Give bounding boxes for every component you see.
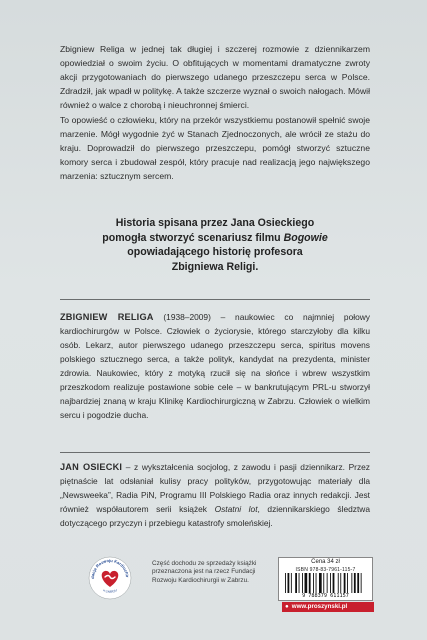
bio-religa-text: – naukowiec co najmniej połowy kardiochirurgów w Polsce. Człowiek o życiorysie, którego starczyłoby dla kilku osób. Lekarz, autor pierwszego udanego przeszczepu serca, spiritus movens polskiego sztucznego serca, a także polityk, kandydat na prezydenta, minister zdrowia. Naukowiec, który z motyką rzucił się na słońce i wbrew wszystkim przeszkodom realizuje postawione sobie cele – w bankrutującym PRL-u stworzył najbardziej znaną w kraju Klinikę Kardiochirurgiczną w Zabrzu. Człowiek o wielkim sercu i pogodzie ducha. <box>60 312 370 420</box>
divider-middle <box>60 452 370 453</box>
blurb-paragraph-2: To opowieść o człowieku, który na przekór wszystkiemu postanowił spełnić swoje marzenie. Mógł wygodnie żyć w Stanach Zjednoczonych, ale wrócił ze stażu do kraju. Doprowadził do pierwszego przeszczepu, pomógł stworzyć sztuczne komory serca i zbudował zespół, który pracuje nad realizacją jego największego marzenia: sztucznym sercem. <box>60 115 370 181</box>
barcode-icon <box>284 573 367 593</box>
tagline-line-3: opowiadającego historię profesora <box>127 246 303 258</box>
publisher-url-bar[interactable] <box>282 602 374 612</box>
isbn-label: ISBN 978-83-7961-115-7 <box>295 567 356 573</box>
blurb-text <box>60 42 370 184</box>
bullet-icon: ● <box>285 603 289 610</box>
foundation-logo-icon <box>88 556 132 600</box>
tagline <box>60 216 370 274</box>
tagline-line-2 <box>60 231 370 246</box>
bio-osiecki-text-1: – z wykształcenia socjolog, z zawodu i pasji dziennikarz. Przez piętnaście lat odsłaniał kulisy pracy polityków, przygotowując materiały dla „Newsweeka”, Radia PiN, Programu III Polskiego Radia oraz innych redakcji. Jest również współautorem serii książek <box>60 462 370 514</box>
series-title: Ostatni lot <box>214 504 258 514</box>
publisher-url[interactable]: www.proszynski.pl <box>291 603 348 610</box>
blurb-paragraph-1: Zbigniew Religa w jednej tak długiej i szczerej rozmowie z dziennikarzem opowiedział o swoim życiu. O obfitujących w momentami dramatyczne zwroty akcji przygotowaniach do pierwszego udanego przeszczepu serca w Polsce. Zdradził, jak wpadł w politykę. A także szczerze wyznał o swoich nałogach. Mówił również o walce z chorobą i nieuchronnej śmierci. <box>60 44 370 110</box>
bio-osiecki-name: JAN OSIECKI <box>60 462 123 472</box>
price-barcode-box <box>278 557 373 601</box>
bio-religa-name: ZBIGNIEW RELIGA <box>60 312 154 322</box>
divider-top <box>60 299 370 300</box>
ean-number: 9 788379 611157 <box>302 593 349 599</box>
bio-osiecki <box>60 460 370 530</box>
charity-note: Część dochodu ze sprzedaży książki przeznaczona jest na rzecz Fundacji Rozwoju Kardiochirurgii w Zabrzu. <box>152 560 257 584</box>
tagline-line-2-text: pomogła stworzyć scenariusz filmu <box>102 231 284 244</box>
film-title: Bogowie <box>283 231 328 244</box>
price-label: Cena 34 zł <box>311 559 340 565</box>
bio-religa <box>60 310 370 422</box>
bio-osiecki-text-2: , dziennikarskiego śledztwa dotyczącego przyczyn i przebiegu katastrofy smoleńskiej. <box>60 504 370 528</box>
tagline-line-4: Zbigniewa Religi. <box>171 260 259 273</box>
bio-religa-years: (1938–2009) <box>153 312 211 322</box>
tagline-line-1: Historia spisana przez Jana Osieckiego <box>115 217 315 229</box>
logo-arc-sub: w ZABRZU <box>102 588 118 594</box>
logo-arc-text: dacja Rozwoju Kardiochir <box>89 557 130 579</box>
